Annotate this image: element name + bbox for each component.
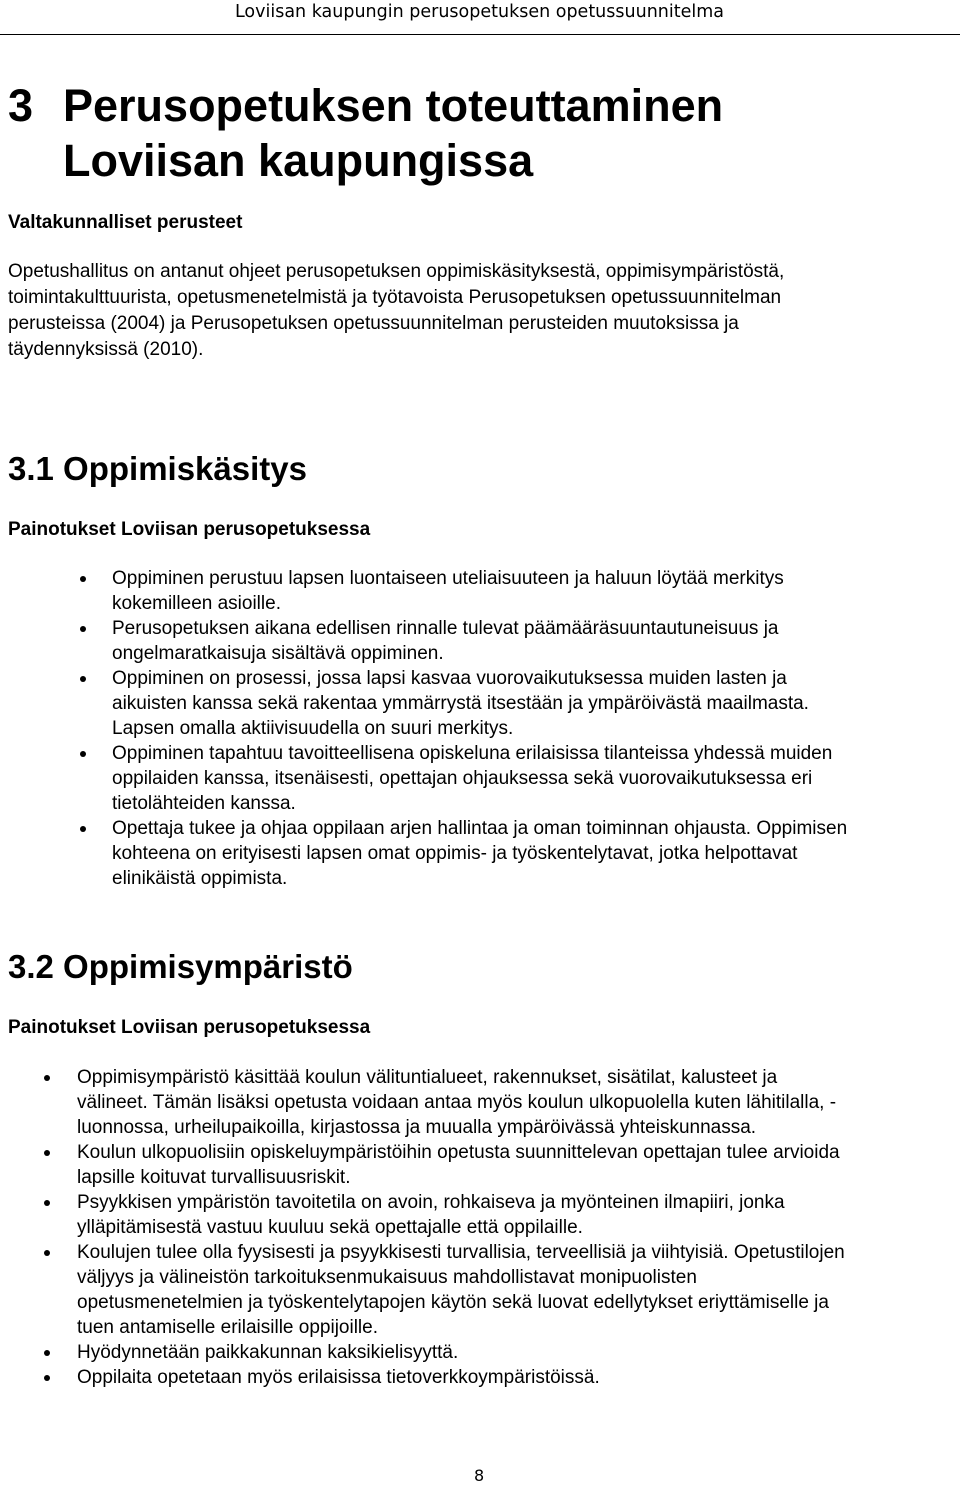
bullet-icon [80,751,86,757]
list-item-line: Opettaja tukee ja ohjaa oppilaan arjen hallintaa ja oman toiminnan ohjausta. Oppimisen [112,818,848,839]
list-item-line: Oppiminen tapahtuu tavoitteellisena opiskeluna erilaisissa tilanteissa yhdessä muiden [112,743,833,764]
chapter-title-line2: Loviisan kaupungissa [63,135,534,186]
list-item [77,1190,845,1240]
list-item [112,566,847,616]
bullet-icon [44,1200,50,1206]
list-item-line: Hyödynnetään paikkakunnan kaksikielisyyttä. [77,1342,459,1363]
section2-subheading: Painotukset Loviisan perusopetuksessa [8,1017,371,1038]
section-heading-3-1: 3.1 Oppimiskäsitys [8,450,307,487]
list-item-line: tietolähteiden kanssa. [112,793,296,814]
list-item-line: Oppimisympäristö käsittää koulun välituntialueet, rakennukset, sisätilat, kalusteet ja [77,1067,778,1088]
list-item-line: kokemilleen asioille. [112,593,281,614]
intro-line: Opetushallitus on antanut ohjeet perusopetuksen oppimiskäsityksestä, oppimisympäristöstä, [8,261,785,282]
intro-paragraph [8,259,948,363]
list-item-line: Koulun ulkopuolisiin opiskeluympäristöihin opetusta suunnittelevan opettajan tulee arvioida [77,1142,840,1163]
list-item [112,666,847,741]
bullet-icon [80,676,86,682]
section1-bullet-list [112,566,847,891]
list-item [112,741,847,816]
list-item-line: Koulujen tulee olla fyysisesti ja psyykkisesti turvallisia, terveellisiä ja viihtyisiä. Opetustilojen [77,1242,845,1263]
running-header: Loviisan kaupungin perusopetuksen opetussuunnitelma [234,2,724,22]
list-item-line: Perusopetuksen aikana edellisen rinnalle tulevat päämääräsuuntautuneisuus ja [112,618,779,639]
intro-line: perusteissa (2004) ja Perusopetuksen opetussuunnitelman perusteiden muutoksissa ja [8,313,739,334]
page-number: 8 [474,1466,485,1485]
bullet-icon [80,576,86,582]
list-item-line: ylläpitämisestä vastuu kuuluu sekä opettajalle että oppilaille. [77,1217,583,1238]
list-item [77,1140,845,1190]
list-item-line: oppilaiden kanssa, itsenäisesti, opettajan ohjauksessa sekä vuorovaikutuksessa eri [112,768,813,789]
list-item-line: opetusmenetelmien ja työskentelytapojen käytön sekä luovat edellytykset eriyttämiselle ja [77,1292,829,1313]
bullet-icon [80,826,86,832]
list-item-line: kohteena on erityisesti lapsen omat oppimis- ja työskentelytavat, jotka helpottavat [112,843,798,864]
intro-line: täydennyksissä (2010). [8,339,204,360]
chapter-number: 3 [8,80,34,131]
list-item-line: Oppilaita opetetaan myös erilaisissa tietoverkkoympäristöissä. [77,1367,600,1388]
list-item-line: luonnossa, urheilupaikoilla, kirjastossa ja muualla ympäröivässä yhteiskunnassa. [77,1117,757,1138]
list-item-line: väljyys ja välineistön tarkoituksenmukaisuus mahdollistavat monipuolisten [77,1267,697,1288]
section-heading-3-2: 3.2 Oppimisympäristö [8,948,353,985]
bullet-icon [44,1150,50,1156]
list-item-line: välineet. Tämän lisäksi opetusta voidaan antaa myös koulun ulkopuolella kuten lähitilalla, - [77,1092,837,1113]
section2-bullet-list [77,1065,845,1390]
list-item-line: ongelmaratkaisuja sisältävä oppiminen. [112,643,444,664]
bullet-icon [44,1350,50,1356]
bullet-icon [44,1075,50,1081]
list-item [77,1365,845,1390]
list-item-line: Lapsen omalla aktiivisuudella on suuri merkitys. [112,718,514,739]
chapter-title [8,78,723,188]
list-item [112,816,847,891]
intro-subheading: Valtakunnalliset perusteet [8,212,243,233]
list-item-line: aikuisten kanssa sekä rakentaa ymmärrystä itsestään ja ympäröivästä maailmasta. [112,693,809,714]
chapter-title-line1: Perusopetuksen toteuttaminen [63,80,724,131]
bullet-icon [44,1250,50,1256]
list-item-line: Psyykkisen ympäristön tavoitetila on avoin, rohkaiseva ja myönteinen ilmapiiri, jonka [77,1192,785,1213]
list-item [77,1065,845,1140]
section1-subheading: Painotukset Loviisan perusopetuksessa [8,519,371,540]
list-item [112,616,847,666]
list-item-line: tuen antamiselle erilaisille oppijoille. [77,1317,378,1338]
intro-line: toimintakulttuurista, opetusmenetelmistä ja työtavoista Perusopetuksen opetussuunnitelman [8,287,782,308]
list-item-line: Oppiminen perustuu lapsen luontaiseen uteliaisuuteen ja haluun löytää merkitys [112,568,784,589]
header-divider [0,34,960,35]
list-item [77,1340,845,1365]
bullet-icon [44,1375,50,1381]
list-item-line: Oppiminen on prosessi, jossa lapsi kasvaa vuorovaikutuksessa muiden lasten ja [112,668,787,689]
list-item [77,1240,845,1340]
list-item-line: lapsille koituvat turvallisuusriskit. [77,1167,351,1188]
bullet-icon [80,626,86,632]
list-item-line: elinikäistä oppimista. [112,868,288,889]
